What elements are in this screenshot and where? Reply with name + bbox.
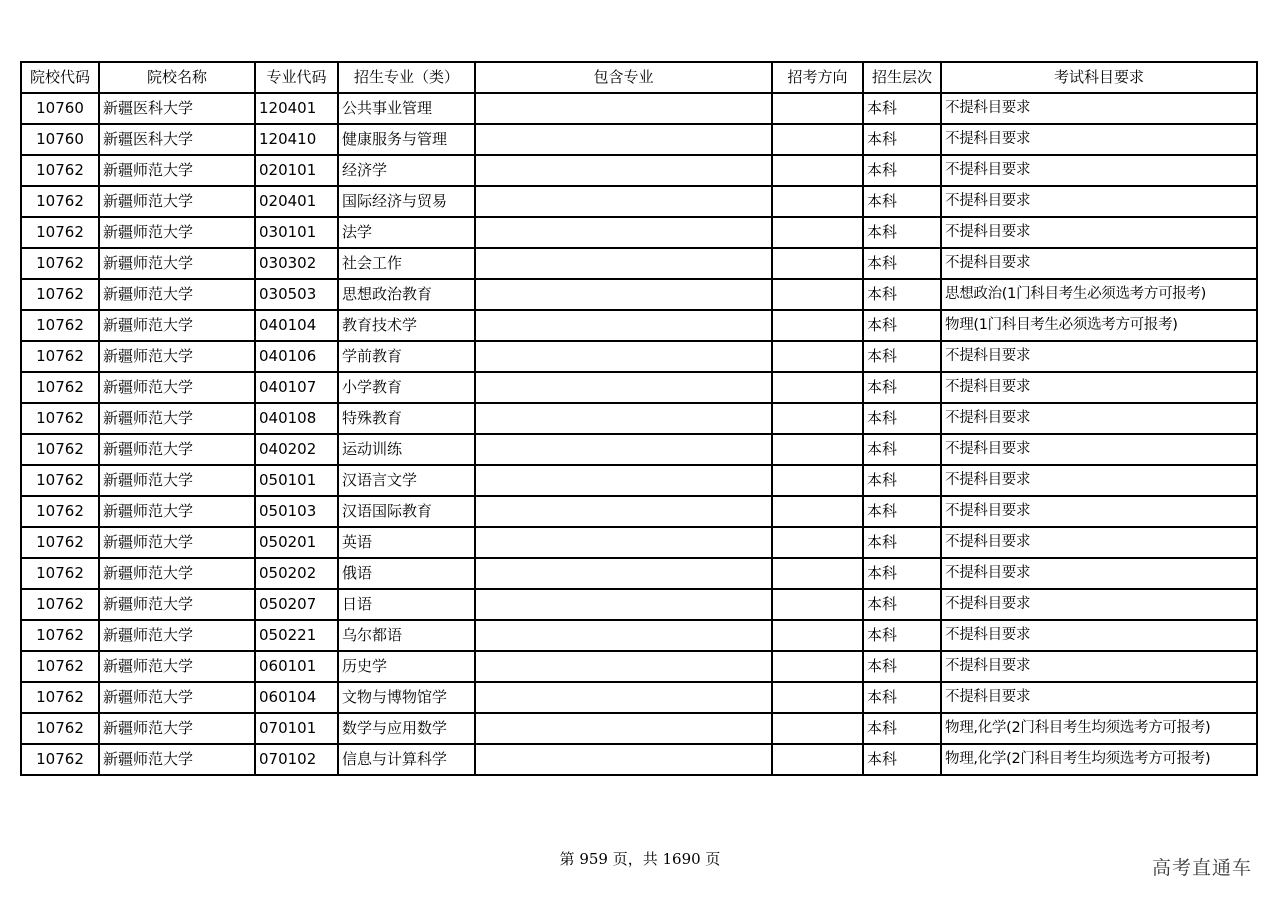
cell-direction [772, 372, 863, 403]
cell-major-code: 030101 [255, 217, 338, 248]
cell-major-name: 乌尔都语 [338, 620, 475, 651]
cell-direction [772, 155, 863, 186]
cell-included-majors [475, 341, 772, 372]
cell-included-majors [475, 527, 772, 558]
cell-subject-requirement: 不提科目要求 [941, 93, 1257, 124]
cell-direction [772, 434, 863, 465]
cell-major-name: 公共事业管理 [338, 93, 475, 124]
cell-level: 本科 [863, 155, 941, 186]
cell-included-majors [475, 620, 772, 651]
cell-major-code: 020401 [255, 186, 338, 217]
cell-major-code: 040108 [255, 403, 338, 434]
table-row [21, 403, 1257, 434]
cell-subject-requirement: 物理(1门科目考生必须选考方可报考) [941, 310, 1257, 341]
cell-major-name: 教育技术学 [338, 310, 475, 341]
cell-school-code: 10762 [21, 744, 99, 775]
cell-major-name: 国际经济与贸易 [338, 186, 475, 217]
cell-school-code: 10762 [21, 589, 99, 620]
cell-school-code: 10762 [21, 248, 99, 279]
table-row [21, 434, 1257, 465]
cell-subject-requirement: 不提科目要求 [941, 217, 1257, 248]
cell-included-majors [475, 248, 772, 279]
cell-direction [772, 682, 863, 713]
table-row [21, 217, 1257, 248]
cell-school-code: 10762 [21, 310, 99, 341]
cell-level: 本科 [863, 496, 941, 527]
cell-school-code: 10762 [21, 217, 99, 248]
header-subject-requirement: 考试科目要求 [941, 62, 1257, 93]
table-row [21, 527, 1257, 558]
cell-major-name: 文物与博物馆学 [338, 682, 475, 713]
cell-school-name: 新疆师范大学 [99, 651, 255, 682]
cell-subject-requirement: 不提科目要求 [941, 248, 1257, 279]
cell-level: 本科 [863, 186, 941, 217]
cell-included-majors [475, 93, 772, 124]
cell-included-majors [475, 124, 772, 155]
cell-school-name: 新疆师范大学 [99, 713, 255, 744]
cell-school-name: 新疆师范大学 [99, 279, 255, 310]
header-school-code: 院校代码 [21, 62, 99, 93]
cell-subject-requirement: 不提科目要求 [941, 186, 1257, 217]
cell-level: 本科 [863, 403, 941, 434]
cell-major-name: 法学 [338, 217, 475, 248]
table-row [21, 186, 1257, 217]
table-row [21, 93, 1257, 124]
cell-subject-requirement: 不提科目要求 [941, 465, 1257, 496]
cell-subject-requirement: 不提科目要求 [941, 372, 1257, 403]
table-row [21, 248, 1257, 279]
cell-direction [772, 279, 863, 310]
cell-included-majors [475, 465, 772, 496]
cell-subject-requirement: 不提科目要求 [941, 496, 1257, 527]
cell-major-code: 070101 [255, 713, 338, 744]
cell-major-name: 信息与计算科学 [338, 744, 475, 775]
cell-school-name: 新疆师范大学 [99, 403, 255, 434]
cell-school-code: 10762 [21, 372, 99, 403]
cell-included-majors [475, 372, 772, 403]
cell-school-name: 新疆师范大学 [99, 589, 255, 620]
cell-included-majors [475, 403, 772, 434]
cell-level: 本科 [863, 713, 941, 744]
cell-direction [772, 527, 863, 558]
table-row [21, 682, 1257, 713]
cell-school-name: 新疆医科大学 [99, 124, 255, 155]
cell-included-majors [475, 744, 772, 775]
cell-subject-requirement: 不提科目要求 [941, 682, 1257, 713]
cell-major-name: 日语 [338, 589, 475, 620]
cell-school-name: 新疆师范大学 [99, 186, 255, 217]
cell-major-name: 汉语国际教育 [338, 496, 475, 527]
cell-school-code: 10760 [21, 93, 99, 124]
cell-subject-requirement: 不提科目要求 [941, 589, 1257, 620]
cell-level: 本科 [863, 279, 941, 310]
table-row [21, 279, 1257, 310]
table-row [21, 372, 1257, 403]
cell-subject-requirement: 不提科目要求 [941, 403, 1257, 434]
cell-major-code: 050202 [255, 558, 338, 589]
header-included-majors: 包含专业 [475, 62, 772, 93]
cell-major-code: 060104 [255, 682, 338, 713]
header-major-code: 专业代码 [255, 62, 338, 93]
cell-school-code: 10762 [21, 341, 99, 372]
cell-major-name: 俄语 [338, 558, 475, 589]
cell-school-code: 10762 [21, 155, 99, 186]
cell-direction [772, 744, 863, 775]
cell-subject-requirement: 不提科目要求 [941, 341, 1257, 372]
cell-subject-requirement: 物理,化学(2门科目考生均须选考方可报考) [941, 713, 1257, 744]
cell-school-code: 10762 [21, 651, 99, 682]
cell-school-name: 新疆师范大学 [99, 465, 255, 496]
cell-level: 本科 [863, 620, 941, 651]
cell-direction [772, 248, 863, 279]
cell-level: 本科 [863, 558, 941, 589]
admissions-table [20, 61, 1258, 776]
cell-major-code: 040107 [255, 372, 338, 403]
cell-included-majors [475, 155, 772, 186]
cell-school-name: 新疆师范大学 [99, 496, 255, 527]
cell-school-name: 新疆师范大学 [99, 248, 255, 279]
cell-included-majors [475, 434, 772, 465]
cell-major-code: 040202 [255, 434, 338, 465]
cell-major-name: 运动训练 [338, 434, 475, 465]
cell-level: 本科 [863, 744, 941, 775]
table-row [21, 651, 1257, 682]
cell-level: 本科 [863, 465, 941, 496]
cell-major-code: 020101 [255, 155, 338, 186]
cell-direction [772, 496, 863, 527]
cell-major-code: 040104 [255, 310, 338, 341]
cell-level: 本科 [863, 93, 941, 124]
cell-direction [772, 620, 863, 651]
cell-direction [772, 713, 863, 744]
cell-major-name: 数学与应用数学 [338, 713, 475, 744]
cell-major-code: 120401 [255, 93, 338, 124]
header-direction: 招考方向 [772, 62, 863, 93]
cell-school-name: 新疆师范大学 [99, 558, 255, 589]
cell-direction [772, 341, 863, 372]
page-number: 第 959 页，共 1690 页 [559, 850, 721, 868]
watermark-logo-text: 高考直通车 [1151, 857, 1252, 879]
cell-direction [772, 403, 863, 434]
cell-school-code: 10762 [21, 682, 99, 713]
table-row [21, 589, 1257, 620]
cell-direction [772, 186, 863, 217]
cell-direction [772, 651, 863, 682]
cell-included-majors [475, 310, 772, 341]
cell-direction [772, 124, 863, 155]
cell-direction [772, 558, 863, 589]
cell-level: 本科 [863, 651, 941, 682]
cell-major-code: 030503 [255, 279, 338, 310]
cell-school-name: 新疆师范大学 [99, 744, 255, 775]
cell-subject-requirement: 不提科目要求 [941, 155, 1257, 186]
cell-level: 本科 [863, 589, 941, 620]
table-row [21, 496, 1257, 527]
table-row [21, 744, 1257, 775]
cell-included-majors [475, 651, 772, 682]
cell-major-code: 070102 [255, 744, 338, 775]
table-row [21, 620, 1257, 651]
cell-included-majors [475, 186, 772, 217]
cell-level: 本科 [863, 682, 941, 713]
cell-school-name: 新疆师范大学 [99, 341, 255, 372]
cell-school-name: 新疆师范大学 [99, 620, 255, 651]
cell-school-name: 新疆师范大学 [99, 434, 255, 465]
cell-school-name: 新疆师范大学 [99, 527, 255, 558]
cell-school-name: 新疆师范大学 [99, 217, 255, 248]
cell-direction [772, 310, 863, 341]
table-row [21, 124, 1257, 155]
cell-major-name: 汉语言文学 [338, 465, 475, 496]
table-row [21, 558, 1257, 589]
cell-major-code: 040106 [255, 341, 338, 372]
cell-level: 本科 [863, 341, 941, 372]
cell-school-name: 新疆师范大学 [99, 682, 255, 713]
cell-school-code: 10762 [21, 527, 99, 558]
cell-major-name: 历史学 [338, 651, 475, 682]
table-row [21, 310, 1257, 341]
cell-major-code: 060101 [255, 651, 338, 682]
cell-included-majors [475, 217, 772, 248]
cell-subject-requirement: 不提科目要求 [941, 651, 1257, 682]
cell-school-code: 10762 [21, 279, 99, 310]
cell-subject-requirement: 思想政治(1门科目考生必须选考方可报考) [941, 279, 1257, 310]
cell-level: 本科 [863, 372, 941, 403]
cell-school-code: 10762 [21, 620, 99, 651]
cell-level: 本科 [863, 248, 941, 279]
cell-major-name: 健康服务与管理 [338, 124, 475, 155]
cell-major-name: 小学教育 [338, 372, 475, 403]
cell-major-code: 050207 [255, 589, 338, 620]
cell-level: 本科 [863, 217, 941, 248]
cell-included-majors [475, 496, 772, 527]
cell-school-code: 10760 [21, 124, 99, 155]
cell-direction [772, 217, 863, 248]
cell-school-code: 10762 [21, 465, 99, 496]
cell-included-majors [475, 713, 772, 744]
table-body [21, 93, 1257, 775]
cell-major-code: 050201 [255, 527, 338, 558]
cell-school-code: 10762 [21, 558, 99, 589]
header-level: 招生层次 [863, 62, 941, 93]
cell-included-majors [475, 589, 772, 620]
cell-subject-requirement: 不提科目要求 [941, 558, 1257, 589]
table-row [21, 341, 1257, 372]
table-row [21, 713, 1257, 744]
cell-subject-requirement: 不提科目要求 [941, 620, 1257, 651]
cell-school-name: 新疆师范大学 [99, 310, 255, 341]
cell-school-name: 新疆师范大学 [99, 155, 255, 186]
cell-direction [772, 93, 863, 124]
cell-subject-requirement: 物理,化学(2门科目考生均须选考方可报考) [941, 744, 1257, 775]
cell-level: 本科 [863, 124, 941, 155]
cell-level: 本科 [863, 527, 941, 558]
cell-subject-requirement: 不提科目要求 [941, 434, 1257, 465]
cell-school-code: 10762 [21, 496, 99, 527]
cell-major-name: 特殊教育 [338, 403, 475, 434]
cell-direction [772, 589, 863, 620]
cell-major-name: 学前教育 [338, 341, 475, 372]
cell-major-code: 050103 [255, 496, 338, 527]
header-school-name: 院校名称 [99, 62, 255, 93]
cell-subject-requirement: 不提科目要求 [941, 124, 1257, 155]
cell-school-code: 10762 [21, 434, 99, 465]
cell-major-code: 120410 [255, 124, 338, 155]
cell-level: 本科 [863, 434, 941, 465]
admissions-table-container [20, 61, 1256, 776]
cell-school-code: 10762 [21, 713, 99, 744]
cell-major-name: 经济学 [338, 155, 475, 186]
cell-major-code: 050101 [255, 465, 338, 496]
cell-major-name: 思想政治教育 [338, 279, 475, 310]
cell-subject-requirement: 不提科目要求 [941, 527, 1257, 558]
table-header-row [21, 62, 1257, 93]
cell-included-majors [475, 279, 772, 310]
cell-school-code: 10762 [21, 403, 99, 434]
cell-level: 本科 [863, 310, 941, 341]
cell-included-majors [475, 682, 772, 713]
table-row [21, 465, 1257, 496]
cell-major-name: 社会工作 [338, 248, 475, 279]
cell-school-name: 新疆医科大学 [99, 93, 255, 124]
cell-school-name: 新疆师范大学 [99, 372, 255, 403]
table-row [21, 155, 1257, 186]
header-major-name: 招生专业（类） [338, 62, 475, 93]
cell-major-name: 英语 [338, 527, 475, 558]
cell-school-code: 10762 [21, 186, 99, 217]
cell-included-majors [475, 558, 772, 589]
cell-direction [772, 465, 863, 496]
cell-major-code: 030302 [255, 248, 338, 279]
cell-major-code: 050221 [255, 620, 338, 651]
